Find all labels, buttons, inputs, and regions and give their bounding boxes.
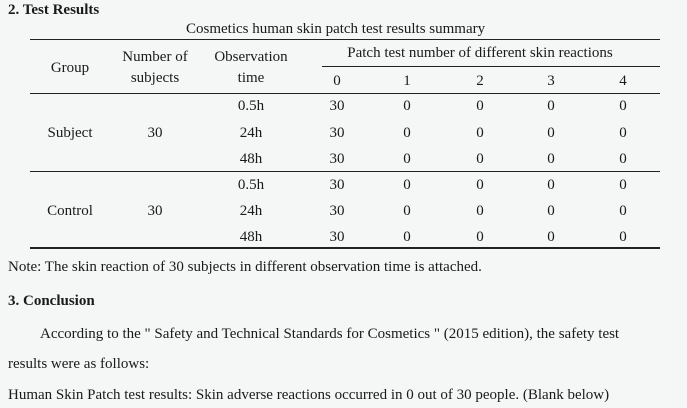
row-value-4: 0	[619, 203, 627, 219]
row-value-1: 0	[403, 203, 411, 219]
table-group-divider	[30, 171, 660, 172]
header-subjects-line2: subjects	[130, 70, 180, 86]
row-value-2: 0	[476, 98, 484, 114]
row-value-0: 30	[329, 125, 345, 141]
row-value-3: 0	[547, 203, 555, 219]
row-value-3: 0	[547, 177, 555, 193]
header-level-4: 4	[619, 73, 627, 89]
conclusion-paragraph-line1: According to the " Safety and Technical Standards for Cosmetics " (2015 edition), the safety test	[40, 326, 620, 342]
section-2-title: 2. Test Results	[8, 2, 100, 18]
row-value-3: 0	[547, 229, 555, 245]
header-level-0: 0	[333, 73, 341, 89]
conclusion-result: Human Skin Patch test results: Skin adverse reactions occurred in 0 out of 30 people. (Blank below)	[8, 387, 610, 403]
row-value-4: 0	[619, 151, 627, 167]
header-level-2: 2	[476, 73, 484, 89]
header-subjects-line1: Number of	[122, 49, 188, 65]
row-value-2: 0	[476, 125, 484, 141]
row-time: 24h	[239, 203, 263, 219]
row-value-1: 0	[403, 125, 411, 141]
conclusion-paragraph-line2: results were as follows:	[8, 356, 150, 372]
row-time: 48h	[239, 229, 263, 245]
header-time-line2: time	[237, 70, 265, 86]
row-value-1: 0	[403, 151, 411, 167]
row-value-3: 0	[547, 98, 555, 114]
row-value-4: 0	[619, 229, 627, 245]
row-value-0: 30	[329, 203, 345, 219]
row-value-0: 30	[329, 151, 345, 167]
row-time: 0.5h	[237, 177, 265, 193]
row-value-2: 0	[476, 229, 484, 245]
row-value-4: 0	[619, 125, 627, 141]
row-value-2: 0	[476, 177, 484, 193]
group-name-control: Control	[47, 203, 93, 219]
table-caption: Cosmetics human skin patch test results summary	[186, 21, 486, 37]
row-value-0: 30	[329, 177, 345, 193]
row-value-2: 0	[476, 151, 484, 167]
table-note: Note: The skin reaction of 30 subjects in different observation time is attached.	[8, 259, 482, 275]
table-subheader-rule	[322, 66, 660, 67]
row-time: 0.5h	[237, 98, 265, 114]
row-value-3: 0	[547, 151, 555, 167]
row-value-1: 0	[403, 177, 411, 193]
header-level-3: 3	[547, 73, 555, 89]
row-value-1: 0	[403, 229, 411, 245]
row-value-1: 0	[403, 98, 411, 114]
row-value-0: 30	[329, 98, 345, 114]
table-top-rule	[30, 39, 660, 40]
section-3-title: 3. Conclusion	[8, 293, 95, 309]
group-count-control: 30	[147, 203, 163, 219]
row-value-3: 0	[547, 125, 555, 141]
row-time: 24h	[239, 125, 263, 141]
row-value-0: 30	[329, 229, 345, 245]
table-header-rule	[30, 93, 660, 94]
header-time-line1: Observation	[214, 49, 288, 65]
header-group: Group	[50, 60, 90, 76]
header-level-1: 1	[403, 73, 411, 89]
row-value-4: 0	[619, 177, 627, 193]
row-value-4: 0	[619, 98, 627, 114]
group-name-subject: Subject	[47, 125, 93, 141]
group-count-subject: 30	[147, 125, 163, 141]
table-bottom-rule	[30, 247, 660, 249]
header-reactions: Patch test number of different skin reactions	[347, 45, 613, 61]
row-time: 48h	[239, 151, 263, 167]
row-value-2: 0	[476, 203, 484, 219]
